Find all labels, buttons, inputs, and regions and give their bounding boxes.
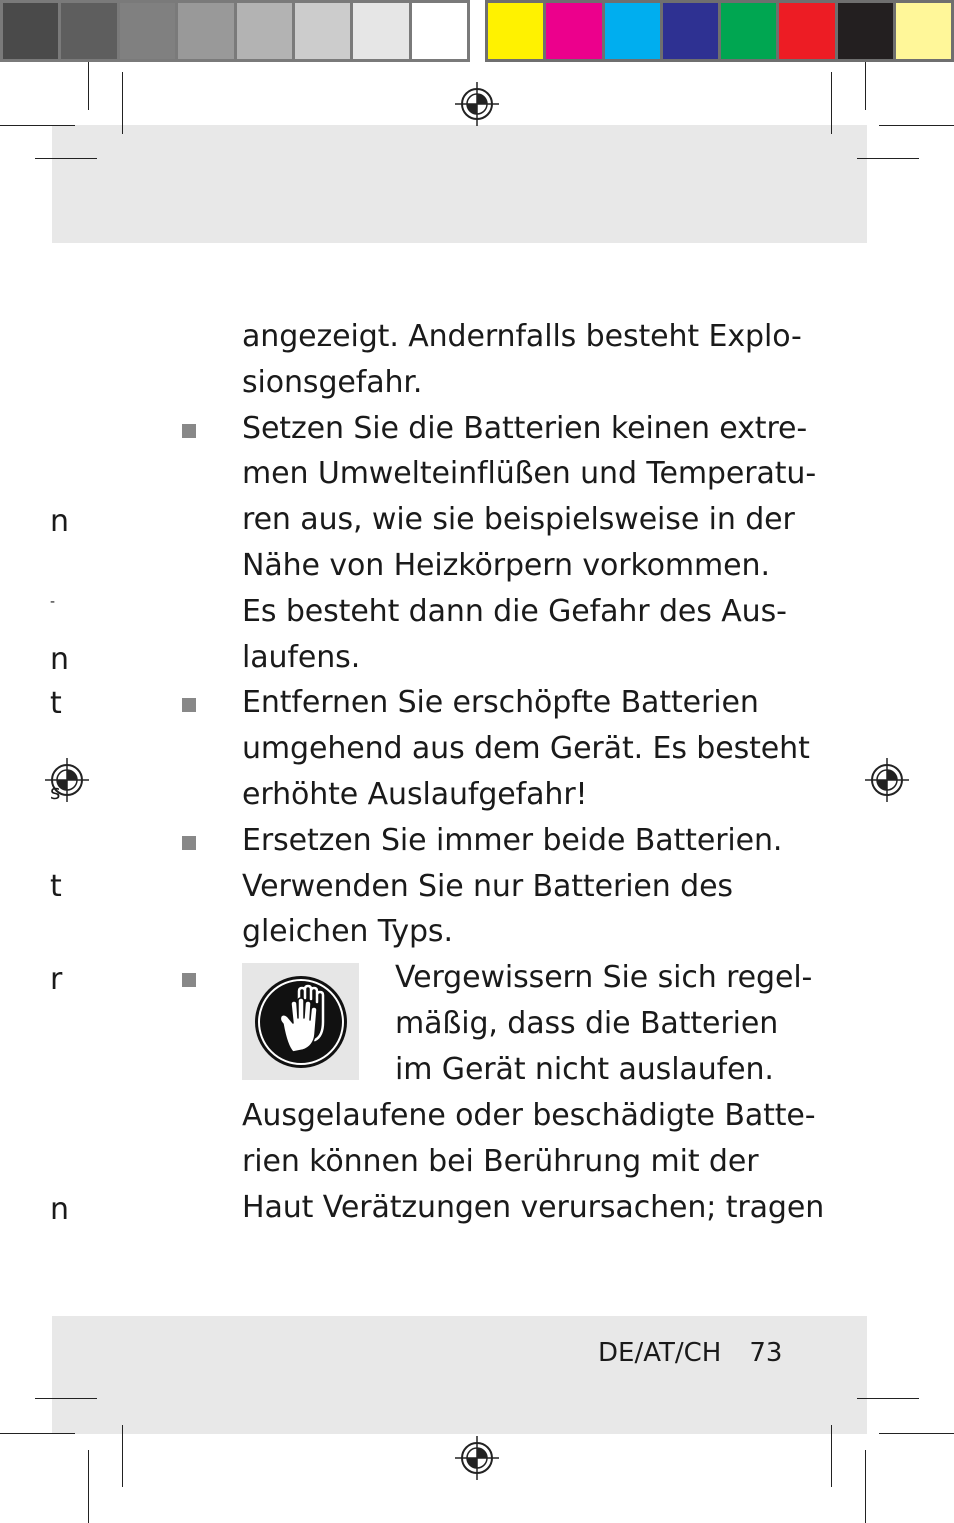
margin-fragment: t bbox=[50, 869, 62, 904]
text-line: Haut Verätzungen verursachen; tragen bbox=[242, 1189, 825, 1225]
registration-mark-icon bbox=[865, 758, 909, 802]
color-swatch bbox=[779, 3, 834, 59]
color-swatch bbox=[488, 3, 543, 59]
region-label: DE/AT/CH bbox=[598, 1338, 722, 1368]
crop-mark bbox=[865, 1450, 866, 1523]
text-line: mäßig, dass die Batterien bbox=[395, 1005, 779, 1041]
color-swatch bbox=[178, 3, 233, 59]
crop-mark bbox=[88, 1450, 89, 1523]
crop-mark bbox=[122, 1425, 123, 1487]
color-swatch bbox=[838, 3, 893, 59]
margin-fragment: n bbox=[50, 1192, 70, 1227]
crop-mark bbox=[831, 72, 832, 134]
crop-mark bbox=[88, 62, 89, 110]
icon-paragraph bbox=[395, 955, 812, 1092]
bullet-square-icon bbox=[182, 424, 196, 438]
crop-mark bbox=[0, 1433, 75, 1434]
color-swatch bbox=[546, 3, 601, 59]
color-swatch bbox=[61, 3, 116, 59]
page-number: 73 bbox=[749, 1338, 783, 1368]
color-calibration-bar bbox=[485, 0, 954, 62]
color-swatch bbox=[295, 3, 350, 59]
crop-mark bbox=[857, 1398, 919, 1399]
text-line: angezeigt. Andernfalls besteht Explo- bbox=[242, 319, 802, 354]
color-swatch bbox=[3, 3, 58, 59]
text-line: umgehend aus dem Gerät. Es besteht bbox=[242, 731, 810, 767]
battery-safety-text bbox=[242, 314, 825, 1231]
protective-gloves-icon bbox=[242, 963, 359, 1080]
margin-fragment: s bbox=[50, 780, 61, 804]
text-line: Nähe von Heizkörpern vorkommen. bbox=[242, 547, 770, 583]
list-item bbox=[242, 406, 817, 681]
bullet-square-icon bbox=[182, 973, 196, 987]
margin-fragment: n bbox=[50, 504, 70, 539]
crop-mark bbox=[879, 1433, 954, 1434]
text-line: im Gerät nicht auslaufen. bbox=[395, 1051, 774, 1087]
registration-mark-icon bbox=[455, 82, 499, 126]
registration-mark-icon bbox=[455, 1436, 499, 1480]
margin-fragment: - bbox=[50, 594, 56, 610]
text-line: Vergewissern Sie sich regel- bbox=[395, 960, 813, 996]
list-item bbox=[242, 818, 802, 955]
color-swatch bbox=[412, 3, 467, 59]
text-line: Entfernen Sie erschöpfte Batterien bbox=[242, 685, 759, 721]
text-line: men Umwelteinflüßen und Temperatu- bbox=[242, 456, 817, 492]
text-line: Es besteht dann die Gefahr des Aus- bbox=[242, 593, 787, 629]
list-item bbox=[242, 680, 810, 817]
text-line: sionsgefahr. bbox=[242, 364, 423, 400]
color-swatch bbox=[605, 3, 660, 59]
text-line: Ersetzen Sie immer beide Batterien. bbox=[242, 822, 783, 858]
color-swatch bbox=[721, 3, 776, 59]
color-swatch bbox=[237, 3, 292, 59]
bullet-square-icon bbox=[182, 836, 196, 850]
text-line: rien können bei Berührung mit der bbox=[242, 1143, 759, 1179]
margin-fragment: r bbox=[50, 962, 63, 997]
crop-mark bbox=[122, 72, 123, 134]
text-line: erhöhte Auslaufgefahr! bbox=[242, 776, 588, 812]
header-band bbox=[52, 125, 867, 243]
color-swatch bbox=[663, 3, 718, 59]
crop-mark bbox=[0, 125, 75, 126]
margin-fragment: t bbox=[50, 686, 62, 721]
text-line: laufens. bbox=[242, 639, 361, 675]
crop-mark bbox=[35, 158, 97, 159]
text-line: Setzen Sie die Batterien keinen extre- bbox=[242, 410, 808, 446]
color-swatch bbox=[120, 3, 175, 59]
crop-mark bbox=[857, 158, 919, 159]
warning-with-icon bbox=[242, 955, 813, 1093]
margin-fragment: n bbox=[50, 642, 70, 677]
crop-mark bbox=[35, 1398, 97, 1399]
text-line: ren aus, wie sie beispielsweise in der bbox=[242, 502, 795, 538]
color-swatch bbox=[896, 3, 951, 59]
grayscale-calibration-bar bbox=[0, 0, 470, 62]
list-item bbox=[242, 955, 825, 1230]
crop-mark bbox=[831, 1425, 832, 1487]
footer-band bbox=[52, 1316, 867, 1434]
crop-mark bbox=[865, 62, 866, 110]
crop-mark bbox=[879, 125, 954, 126]
text-line: Verwenden Sie nur Batterien des bbox=[242, 868, 733, 904]
page-footer bbox=[598, 1338, 782, 1368]
text-line: gleichen Typs. bbox=[242, 914, 453, 950]
bullet-square-icon bbox=[182, 698, 196, 712]
text-line: Ausgelaufene oder beschädigte Batte- bbox=[242, 1098, 816, 1134]
color-swatch bbox=[353, 3, 408, 59]
